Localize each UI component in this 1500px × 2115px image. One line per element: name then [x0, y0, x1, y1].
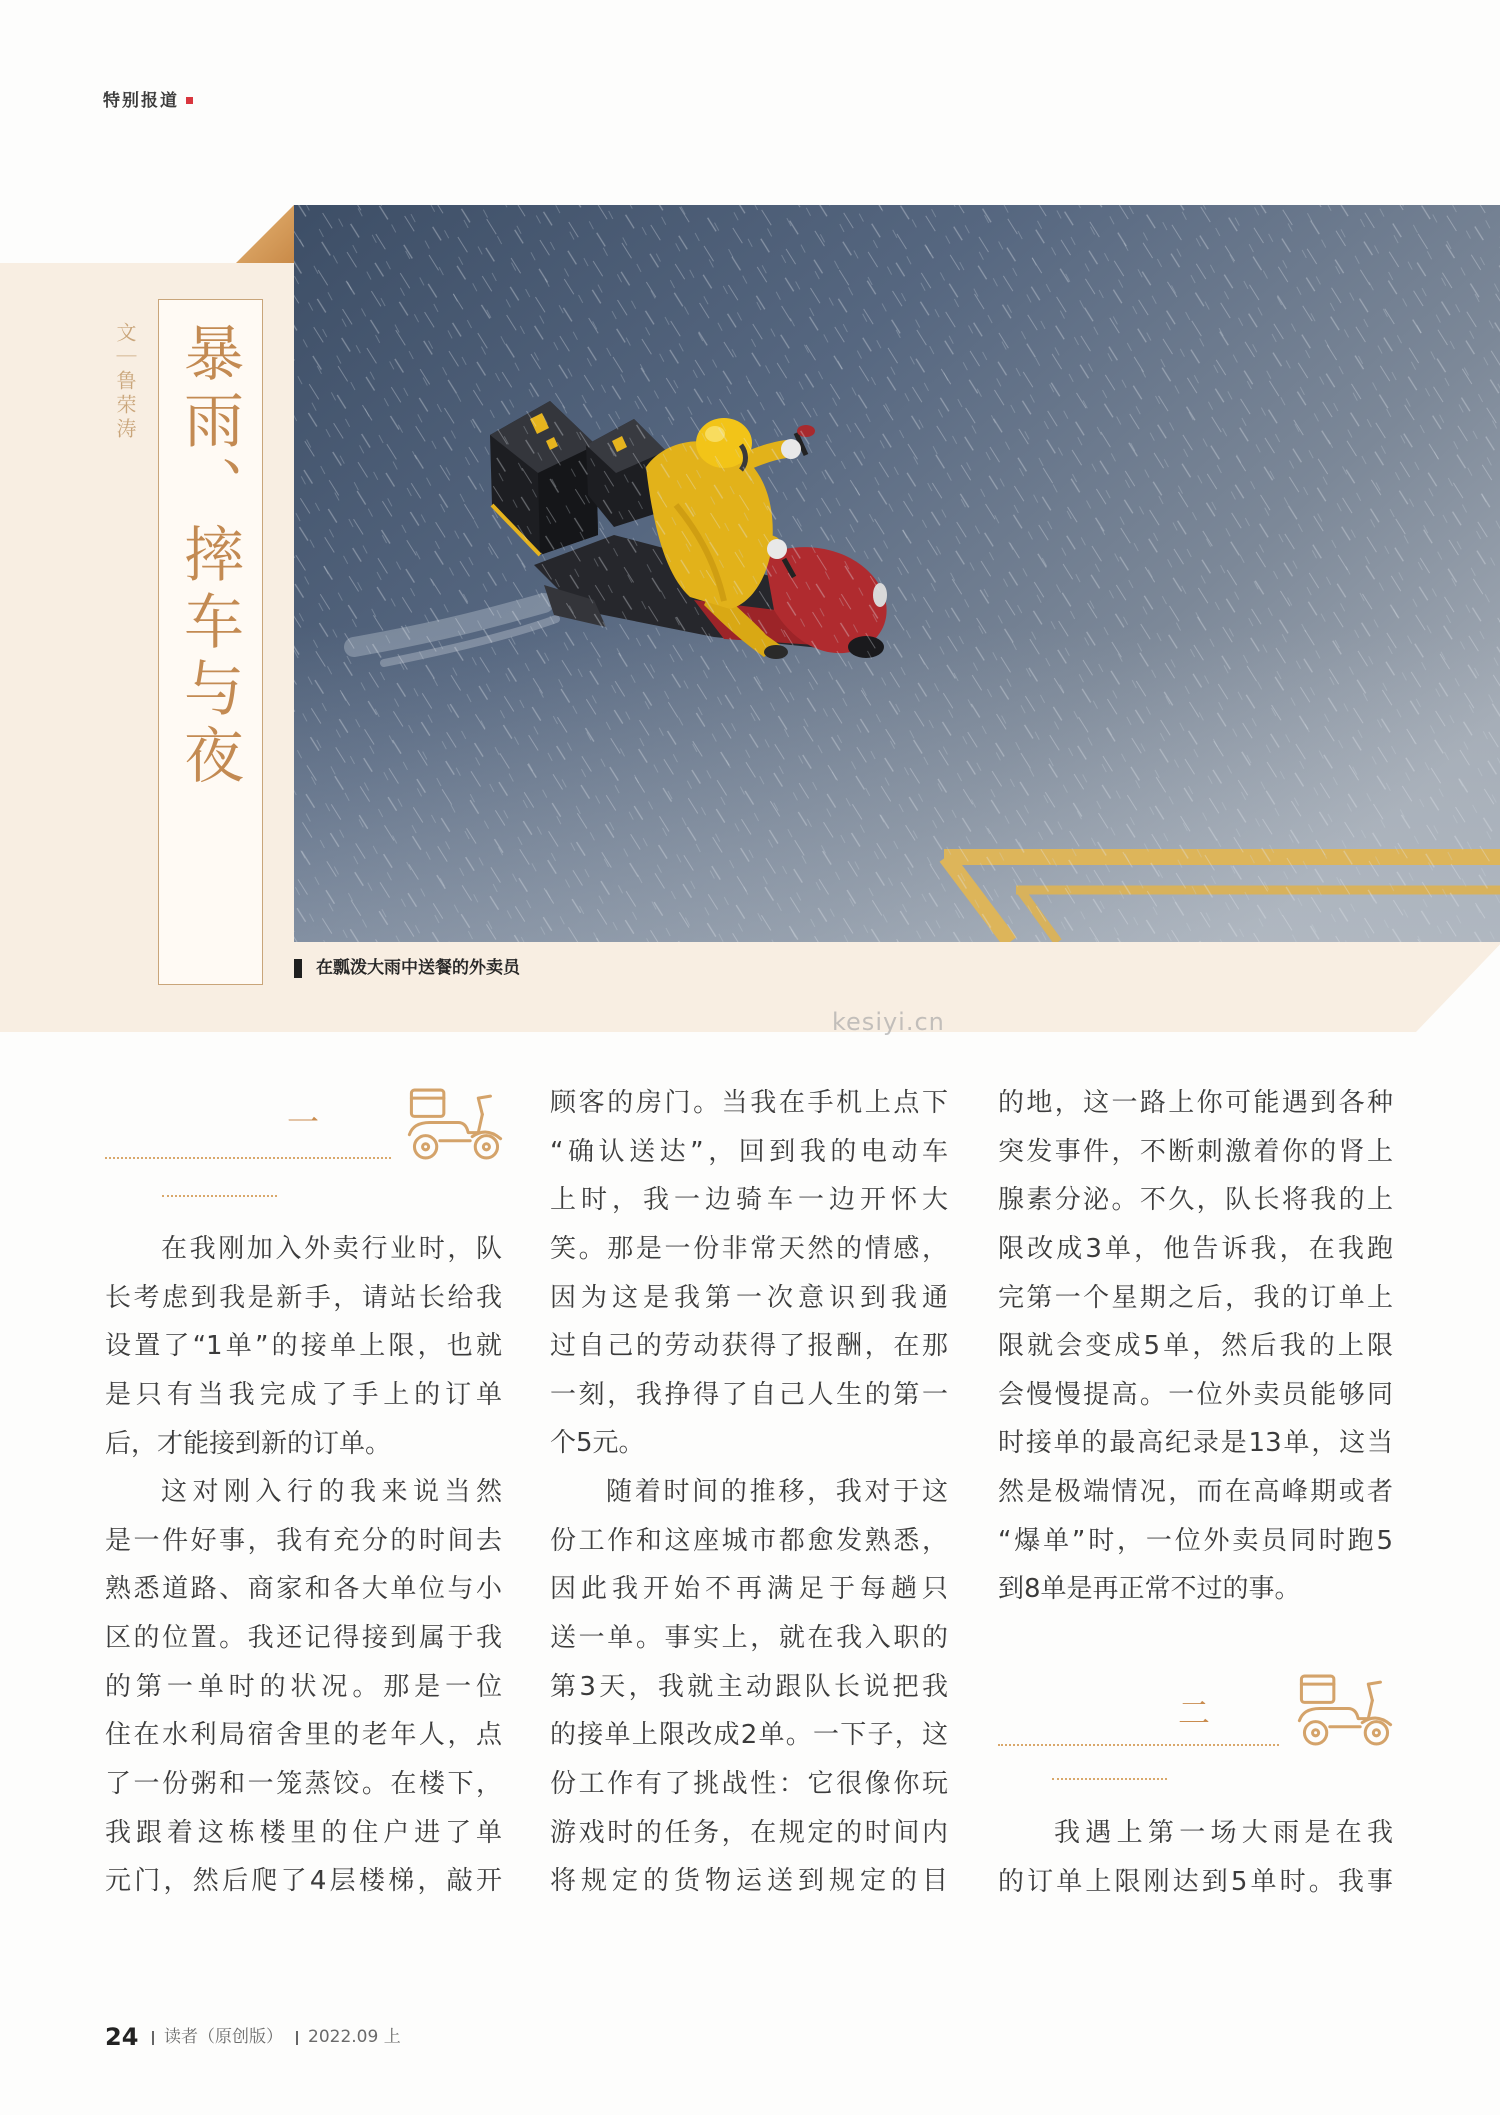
issue-date: 2022.09 上: [308, 2027, 401, 2047]
body-text-line: 腺素分泌。不久，队长将我的上: [998, 1185, 1393, 1216]
body-text-line: 突发事件，不断刺激着你的肾上: [998, 1136, 1393, 1167]
article-title: 暴雨、摔车与夜: [174, 322, 244, 791]
body-text-line: 因此我开始不再满足于每趟只: [550, 1574, 948, 1605]
corner-accent: [236, 205, 294, 263]
body-text-line: 熟悉道路、商家和各大单位与小: [105, 1574, 502, 1605]
text-column-2: [550, 1079, 948, 1906]
delivery-scooter-icon: [1295, 1672, 1397, 1749]
body-text-line: 在我刚加入外卖行业时，队: [161, 1234, 502, 1264]
section-label-marker: [186, 97, 193, 104]
text-column-3: [998, 1079, 1393, 1614]
body-text-line: 份工作有了挑战性：它很像你玩: [550, 1768, 948, 1799]
body-text-line: 随着时间的推移，我对于这: [606, 1477, 948, 1508]
body-text-line: “确认送达”，回到我的电动车: [550, 1136, 948, 1167]
body-text-line: 住在水利局宿舍里的老年人，点: [105, 1720, 502, 1751]
section-divider-short: [162, 1195, 277, 1197]
body-text-line: 的接单上限改成2单。一下子，这: [550, 1720, 948, 1751]
rain-streaks-fine: [294, 205, 1500, 942]
body-text-line: 了一份粥和一笼蒸饺。在楼下，: [105, 1769, 502, 1800]
body-text-line: 限改成3单，他告诉我，在我跑: [998, 1233, 1393, 1264]
section-label: 特别报道: [103, 91, 179, 111]
body-text-line: 一刻，我挣得了自己人生的第一: [550, 1379, 948, 1410]
body-text-line: 限就会变成5单，然后我的上限: [998, 1331, 1393, 1362]
body-text-line: 因为这是我第一次意识到我通: [550, 1282, 948, 1313]
photo-rider-in-rain: [294, 205, 1500, 942]
body-text-line: 这对刚入行的我来说当然: [161, 1477, 502, 1508]
body-text-line: 上时，我一边骑车一边开怀大: [550, 1185, 948, 1216]
body-text-line: 然是极端情况，而在高峰期或者: [998, 1477, 1393, 1508]
section-divider: [105, 1157, 391, 1159]
text-column-1: [105, 1225, 502, 1906]
watermark: kesiyi.cn: [832, 1008, 945, 1036]
caption-marker: [294, 959, 302, 978]
body-text-line: 送一单。事实上，就在我入职的: [550, 1623, 948, 1654]
page-number: 24: [105, 2023, 139, 2051]
section-divider: [998, 1744, 1279, 1746]
body-text-line: 的订单上限刚达到5单时。我事: [998, 1866, 1393, 1897]
body-text-line: 长考虑到我是新手，请站长给我: [105, 1282, 502, 1313]
body-text-line: 第3天，我就主动跟队长说把我: [550, 1671, 948, 1702]
footer-separator: [152, 2031, 154, 2045]
body-text-line: 是只有当我完成了手上的订单: [105, 1379, 502, 1410]
body-text-line: 个5元。: [550, 1428, 645, 1459]
section-numeral: 一: [286, 1103, 319, 1141]
photo-caption: 在瓢泼大雨中送餐的外卖员: [316, 958, 520, 978]
body-text-line: 将规定的货物运送到规定的目: [550, 1866, 948, 1897]
delivery-scooter-icon: [405, 1086, 507, 1163]
body-text-line: 游戏时的任务，在规定的时间内: [550, 1817, 948, 1848]
body-text-line: 后，才能接到新的订单。: [105, 1428, 392, 1459]
body-text-line: 笑。那是一份非常天然的情感，: [550, 1233, 948, 1264]
body-text-line: 设置了“1单”的接单上限，也就: [105, 1331, 502, 1362]
body-text-line: 是一件好事，我有充分的时间去: [105, 1525, 502, 1556]
body-text-line: 会慢慢提高。一位外卖员能够同: [998, 1379, 1393, 1410]
footer-separator: [296, 2031, 298, 2045]
body-text-line: 到8单是再正常不过的事。: [998, 1574, 1301, 1605]
body-text-line: 的第一单时的状况。那是一位: [105, 1671, 502, 1702]
section-numeral: 二: [1177, 1694, 1210, 1732]
body-text-line: 份工作和这座城市都愈发熟悉，: [550, 1525, 948, 1556]
publication-name: 读者（原创版）: [164, 2027, 283, 2047]
body-text-line: 顾客的房门。当我在手机上点下: [550, 1088, 948, 1118]
body-text-line: 时接单的最高纪录是13单，这当: [998, 1428, 1393, 1459]
section-divider-short: [1052, 1778, 1167, 1780]
body-text-line: “爆单”时，一位外卖员同时跑5: [998, 1525, 1393, 1556]
body-text-line: 我遇上第一场大雨是在我: [1054, 1818, 1393, 1848]
body-text-line: 区的位置。我还记得接到属于我: [105, 1623, 502, 1654]
body-text-line: 元门，然后爬了4层楼梯，敲开: [105, 1866, 502, 1897]
author-byline: 文｜鲁荣涛: [113, 322, 137, 442]
body-text-line: 的地，这一路上你可能遇到各种: [998, 1088, 1393, 1118]
text-column-3-continued: [998, 1809, 1393, 1906]
feature-photo: [294, 205, 1500, 942]
body-text-line: 完第一个星期之后，我的订单上: [998, 1282, 1393, 1313]
body-text-line: 我跟着这栋楼里的住户进了单: [105, 1817, 502, 1848]
body-text-line: 过自己的劳动获得了报酬，在那: [550, 1331, 948, 1362]
